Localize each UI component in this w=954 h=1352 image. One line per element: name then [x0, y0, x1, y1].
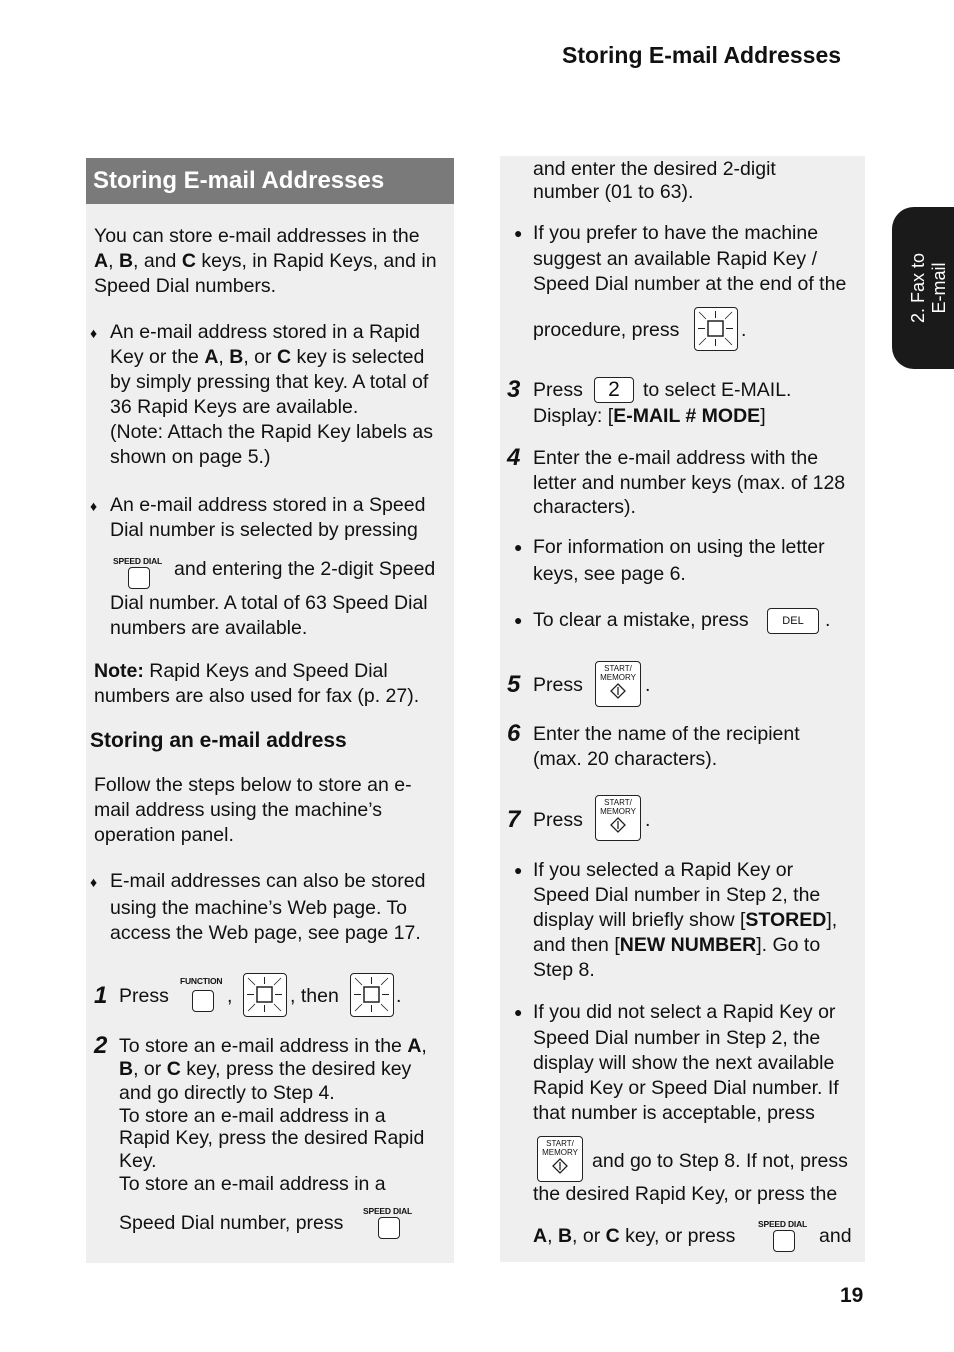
cont-line2: number (01 to 63).	[533, 181, 694, 203]
step7-press: Press	[533, 809, 583, 831]
function-key-icon	[192, 990, 214, 1012]
speed-dial-key-label: SPEED DIAL	[363, 1206, 413, 1216]
bullet1-line4: 36 Rapid Keys are available.	[110, 396, 359, 418]
notselected-line1: If you did not select a Rapid Key or	[533, 1001, 836, 1023]
selected-line3: display will briefly show [STORED],	[533, 909, 838, 931]
suggest-line3: Speed Dial number at the end of the	[533, 273, 847, 295]
bullet1-line1: An e-mail address stored in a Rapid	[110, 321, 420, 343]
bullet1-line5: (Note: Attach the Rapid Key labels as	[110, 421, 434, 443]
cont-line1: and enter the desired 2-digit	[533, 158, 776, 180]
start-memory-key-icon: START/ MEMORY	[595, 795, 641, 841]
navigation-key-icon	[694, 307, 738, 351]
follow-line2: mail address using the machine’s	[94, 799, 382, 821]
suggest-line2: suggest an available Rapid Key /	[533, 248, 818, 270]
intro-line1: You can store e-mail addresses in the	[94, 225, 420, 247]
del-key: DEL	[767, 608, 819, 634]
step6-line2: (max. 20 characters).	[533, 748, 718, 770]
section-title: Storing E-mail Addresses	[86, 158, 454, 204]
step-number: 1	[94, 982, 108, 1009]
bullet-dot-icon: ●	[514, 862, 523, 878]
step5-period: .	[645, 674, 651, 696]
selected-line4: and then [NEW NUMBER]. Go to	[533, 934, 821, 956]
step2-line3: and go directly to Step 4.	[119, 1082, 335, 1104]
step2-line8: Speed Dial number, press	[119, 1212, 344, 1234]
intro-line2: A, B, and C keys, in Rapid Keys, and in	[94, 250, 437, 272]
step3-display: Display: [E-MAIL # MODE]	[533, 405, 766, 427]
intro-line3: Speed Dial numbers.	[94, 275, 277, 297]
chapter-tab-line1: 2. Fax to	[908, 252, 928, 324]
speed-dial-key-label: SPEED DIAL	[113, 556, 163, 566]
step-number: 6	[507, 720, 521, 747]
bullet1-line3: by simply pressing that key. A total of	[110, 371, 429, 393]
speed-dial-key-icon	[128, 567, 150, 589]
chapter-tab	[892, 207, 954, 369]
step-number: 5	[507, 671, 521, 698]
page-number: 19	[840, 1284, 864, 1307]
clear-period: .	[825, 609, 831, 631]
bullet-dot-icon: ●	[514, 225, 523, 241]
function-key-label: FUNCTION	[180, 976, 223, 986]
suggest-period: .	[741, 319, 747, 341]
bullet1-line2: Key or the A, B, or C key is selected	[110, 346, 425, 368]
navigation-key-icon	[243, 973, 287, 1017]
bullet-dot-icon: ●	[514, 612, 523, 628]
bullet1-line6: shown on page 5.)	[110, 446, 271, 468]
step1-period: .	[396, 985, 402, 1007]
speed-dial-key-icon	[378, 1217, 400, 1239]
step1-comma: ,	[227, 985, 233, 1007]
notselected-line8: A, B, or C key, or press	[533, 1225, 736, 1247]
note-line2: numbers are also used for fax (p. 27).	[94, 685, 420, 707]
step2-line4: To store an e-mail address in a	[119, 1105, 386, 1127]
bullet3-line3: access the Web page, see page 17.	[110, 922, 421, 944]
step5-press: Press	[533, 674, 583, 696]
bullet2-line5: numbers are available.	[110, 617, 308, 639]
step-number: 3	[507, 376, 521, 403]
step4-line2: letter and number keys (max. of 128	[533, 472, 846, 494]
follow-line3: operation panel.	[94, 824, 234, 846]
step3-press: Press	[533, 379, 583, 401]
notselected-line5: that number is acceptable, press	[533, 1102, 815, 1124]
suggest-line1: If you prefer to have the machine	[533, 222, 819, 244]
clear-text: To clear a mistake, press	[533, 609, 749, 631]
selected-line1: If you selected a Rapid Key or	[533, 859, 794, 881]
step4-line3: characters).	[533, 496, 636, 518]
speed-dial-key-label: SPEED DIAL	[758, 1219, 808, 1229]
speed-dial-key-icon	[773, 1230, 795, 1252]
step4-line1: Enter the e-mail address with the	[533, 447, 819, 469]
step7-period: .	[645, 809, 651, 831]
bullet2-line3: and entering the 2-digit Speed	[174, 558, 436, 580]
step6-line1: Enter the name of the recipient	[533, 723, 800, 745]
step-number: 7	[507, 806, 521, 833]
selected-line2: Speed Dial number in Step 2, the	[533, 884, 821, 906]
info-line1: For information on using the letter	[533, 536, 825, 558]
step2-line1: To store an e-mail address in the A,	[119, 1035, 427, 1057]
step-number: 4	[507, 444, 521, 471]
chapter-tab-line2: E-mail	[929, 262, 949, 314]
step1-then: , then	[290, 985, 339, 1007]
step2-line5: Rapid Key, press the desired Rapid	[119, 1127, 425, 1149]
note-line1: Note: Rapid Keys and Speed Dial	[94, 660, 388, 682]
notselected-and: and	[819, 1225, 852, 1247]
bullet-dot-icon: ●	[514, 1004, 523, 1020]
step2-line7: To store an e-mail address in a	[119, 1173, 386, 1195]
bullet-diamond-icon: ♦	[90, 498, 98, 514]
page-header-title: Storing E-mail Addresses	[562, 42, 842, 68]
bullet-diamond-icon: ♦	[90, 874, 98, 890]
start-memory-key-icon: START/ MEMORY	[537, 1136, 583, 1182]
navigation-key-icon	[350, 973, 394, 1017]
step2-line6: Key.	[119, 1150, 157, 1172]
bullet2-line2: Dial number is selected by pressing	[110, 519, 418, 541]
suggest-line4: procedure, press	[533, 319, 680, 341]
bullet3-line2: using the machine’s Web page. To	[110, 897, 408, 919]
bullet2-line1: An e-mail address stored in a Speed	[110, 494, 426, 516]
step2-line2: B, or C key, press the desired key	[119, 1058, 412, 1080]
notselected-line7: the desired Rapid Key, or press the	[533, 1183, 838, 1205]
number-2-key: 2	[594, 377, 634, 403]
info-line2: keys, see page 6.	[533, 563, 686, 585]
step-number: 2	[94, 1032, 108, 1059]
selected-line5: Step 8.	[533, 959, 595, 981]
step3-rest: to select E-MAIL.	[643, 379, 792, 401]
bullet-dot-icon: ●	[514, 539, 523, 555]
bullet3-line1: E-mail addresses can also be stored	[110, 870, 426, 892]
follow-line1: Follow the steps below to store an e-	[94, 774, 412, 796]
start-memory-key-icon: START/ MEMORY	[595, 661, 641, 707]
bullet-diamond-icon: ♦	[90, 325, 98, 341]
step1-press: Press	[119, 985, 169, 1007]
notselected-line3: display will show the next available	[533, 1052, 835, 1074]
bullet2-line4: Dial number. A total of 63 Speed Dial	[110, 592, 428, 614]
subheading: Storing an e-mail address	[90, 729, 347, 752]
notselected-line2: Speed Dial number in Step 2, the	[533, 1027, 821, 1049]
notselected-line6: and go to Step 8. If not, press	[592, 1150, 848, 1172]
notselected-line4: Rapid Key or Speed Dial number. If	[533, 1077, 839, 1099]
